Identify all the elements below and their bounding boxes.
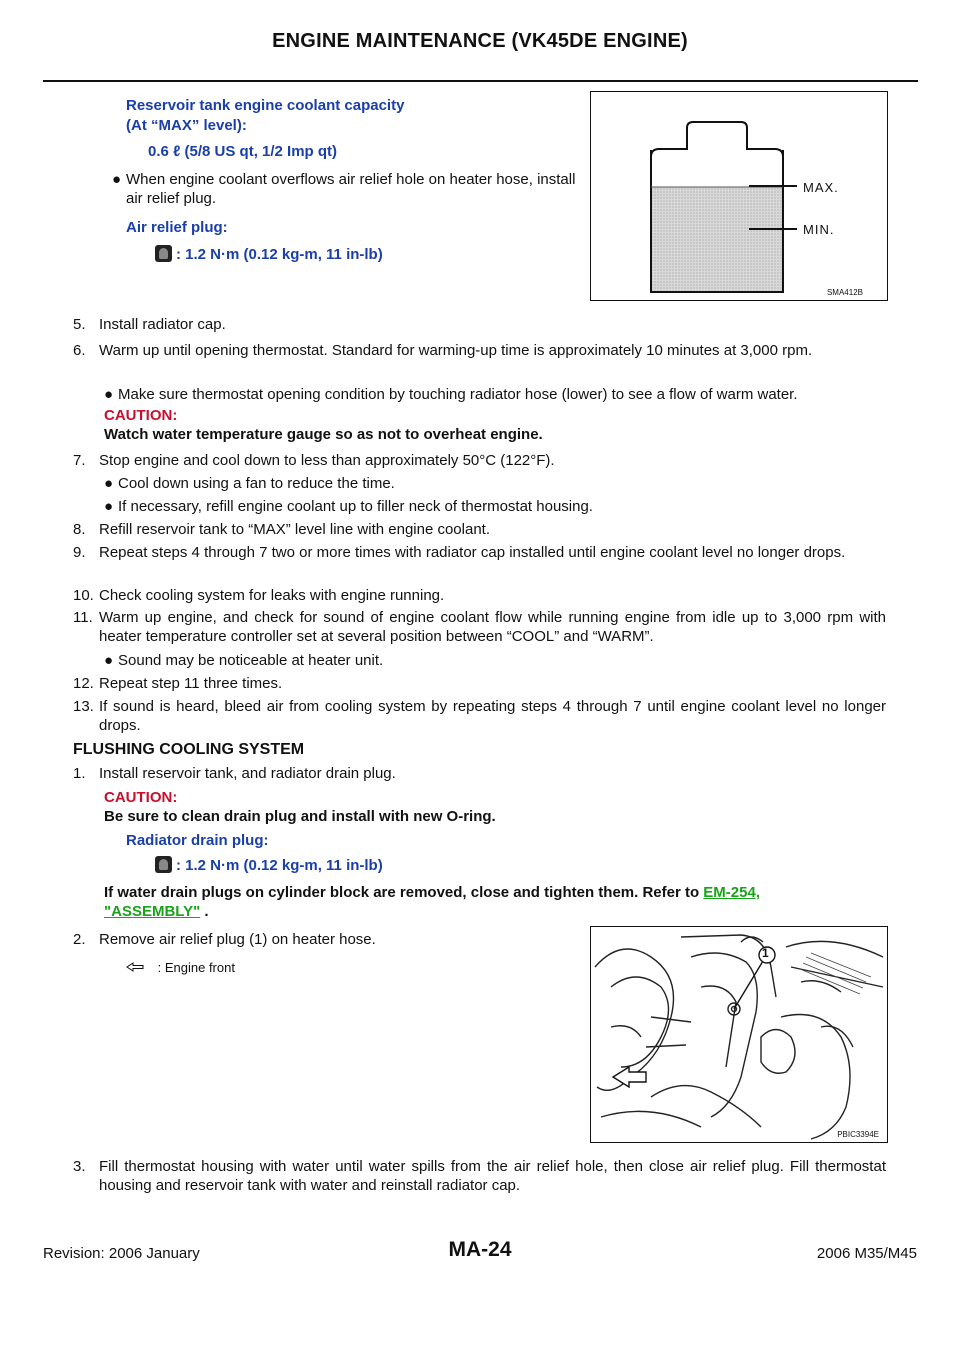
relief-plug-torque <box>155 245 383 264</box>
step-number: 12. <box>73 675 94 692</box>
step-number: 3. <box>73 1158 86 1175</box>
step-7 <box>73 451 886 470</box>
bullet-icon: ● <box>104 475 114 492</box>
flush-step-3 <box>73 1157 886 1195</box>
capacity-value: 0.6 ℓ (5/8 US qt, 1/2 Imp qt) <box>148 143 338 160</box>
arrow-left-icon <box>126 960 148 975</box>
step-number: 7. <box>73 452 86 469</box>
legend <box>126 960 235 975</box>
caution-text: Watch water temperature gauge so as not to overheat engine. <box>104 426 543 443</box>
drain-plug-note <box>104 883 886 921</box>
drain-plug-label: Radiator drain plug: <box>126 832 269 849</box>
revision-date: Revision: 2006 January <box>43 1245 200 1262</box>
step-text: If sound is heard, bleed air from cooling system by repeating steps 4 through 7 until engine coolant level no longer drops. <box>99 698 886 734</box>
step-8 <box>73 520 886 539</box>
step-number: 5. <box>73 316 86 333</box>
figure-code: PBIC3394E <box>837 1130 879 1139</box>
note-suffix: . <box>200 903 209 920</box>
drain-plug-torque-text: : 1.2 N·m (0.12 kg-m, 11 in-lb) <box>176 857 383 874</box>
flush-step-2 <box>73 930 569 949</box>
bullet-text: If necessary, refill engine coolant up to filler neck of thermostat housing. <box>118 498 593 515</box>
relief-plug-torque-text: : 1.2 N·m (0.12 kg-m, 11 in-lb) <box>176 246 383 263</box>
bullet-icon: ● <box>104 498 114 515</box>
step-text: Check cooling system for leaks with engine running. <box>99 587 445 604</box>
step-number: 1. <box>73 765 86 782</box>
reference-link-em254[interactable]: EM-254, <box>703 884 760 901</box>
bullet-text: Make sure thermostat opening condition by touching radiator hose (lower) to see a flow of warm water. <box>118 386 798 403</box>
step-number: 11. <box>73 609 93 626</box>
bullet-icon: ● <box>112 171 122 188</box>
step-text: Install radiator cap. <box>99 316 226 333</box>
reservoir-tank-illustration <box>591 92 887 300</box>
step-number: 8. <box>73 521 86 538</box>
step-text: Repeat steps 4 through 7 two or more times with radiator cap installed until engine coolant level no longer drops. <box>99 544 846 561</box>
figure-code: SMA412B <box>826 288 863 297</box>
step-text: Repeat step 11 three times. <box>99 675 283 692</box>
step-9 <box>73 543 886 562</box>
flush-step-1 <box>73 764 886 783</box>
overflow-note-text: When engine coolant overflows air relief hole on heater hose, install air relief plug. <box>126 171 576 207</box>
relief-plug-label: Air relief plug: <box>126 219 228 236</box>
section-heading: FLUSHING COOLING SYSTEM <box>73 741 305 758</box>
capacity-label-2: (At “MAX” level): <box>126 117 247 134</box>
step-6 <box>73 341 886 360</box>
bullet-text: Cool down using a fan to reduce the time. <box>118 475 395 492</box>
step-number: 9. <box>73 544 86 561</box>
engine-bay-illustration <box>591 927 887 1142</box>
reservoir-tank-figure <box>590 91 888 301</box>
model-name: 2006 M35/M45 <box>816 1245 917 1262</box>
step-number: 13. <box>73 698 94 715</box>
engine-bay-figure <box>590 926 888 1143</box>
step-13 <box>73 697 886 735</box>
step-5 <box>73 315 886 334</box>
min-level-label: MIN. <box>803 222 835 237</box>
callout-number: 1 <box>762 946 769 960</box>
step-number: 6. <box>73 342 86 359</box>
caution-label: CAUTION: <box>104 407 178 424</box>
overflow-note <box>112 170 576 208</box>
step-7-bullet-2 <box>104 497 886 516</box>
step-10 <box>73 586 886 605</box>
step-number: 10. <box>73 587 94 604</box>
step-12 <box>73 674 886 693</box>
drain-plug-torque <box>155 856 383 875</box>
bullet-text: Sound may be noticeable at heater unit. <box>118 652 384 669</box>
bullet-icon: ● <box>104 652 114 669</box>
step-text: Remove air relief plug (1) on heater hose. <box>99 931 376 948</box>
torque-wrench-icon <box>155 856 172 873</box>
step-number: 2. <box>73 931 86 948</box>
caution-text: Be sure to clean drain plug and install with new O-ring. <box>104 808 496 825</box>
step-text: Fill thermostat housing with water until water spills from the air relief hole, then close air relief plug. Fill thermostat housing and reservoir tank with water and reinstall radiator cap. <box>99 1158 886 1194</box>
header-rule <box>43 80 918 82</box>
step-text: Warm up engine, and check for sound of engine coolant flow while running engine from idle up to 3,000 rpm with heater temperature controller set at several position between “COOL” and “WARM”. <box>99 609 886 645</box>
step-text: Refill reservoir tank to “MAX” level line with engine coolant. <box>99 521 491 538</box>
page-number: MA-24 <box>448 1238 512 1261</box>
torque-wrench-icon <box>155 245 172 262</box>
step-7-bullet-1 <box>104 474 886 493</box>
step-11-bullet <box>104 651 886 670</box>
step-text: Warm up until opening thermostat. Standard for warming-up time is approximately 10 minutes at 3,000 rpm. <box>99 342 813 359</box>
step-text: Stop engine and cool down to less than approximately 50°C (122°F). <box>99 452 555 469</box>
bullet-icon: ● <box>104 386 114 403</box>
caution-label: CAUTION: <box>104 789 178 806</box>
page-title: ENGINE MAINTENANCE (VK45DE ENGINE) <box>272 30 688 52</box>
note-text: If water drain plugs on cylinder block are removed, close and tighten them. Refer to <box>104 884 704 901</box>
legend-text: : Engine front <box>157 960 235 975</box>
max-level-label: MAX. <box>803 180 839 195</box>
step-11 <box>73 608 886 646</box>
reference-link-assembly[interactable]: "ASSEMBLY" <box>104 903 201 920</box>
capacity-label-1: Reservoir tank engine coolant capacity <box>126 97 405 114</box>
step-text: Install reservoir tank, and radiator drain plug. <box>99 765 396 782</box>
step-6-bullet <box>104 385 886 404</box>
